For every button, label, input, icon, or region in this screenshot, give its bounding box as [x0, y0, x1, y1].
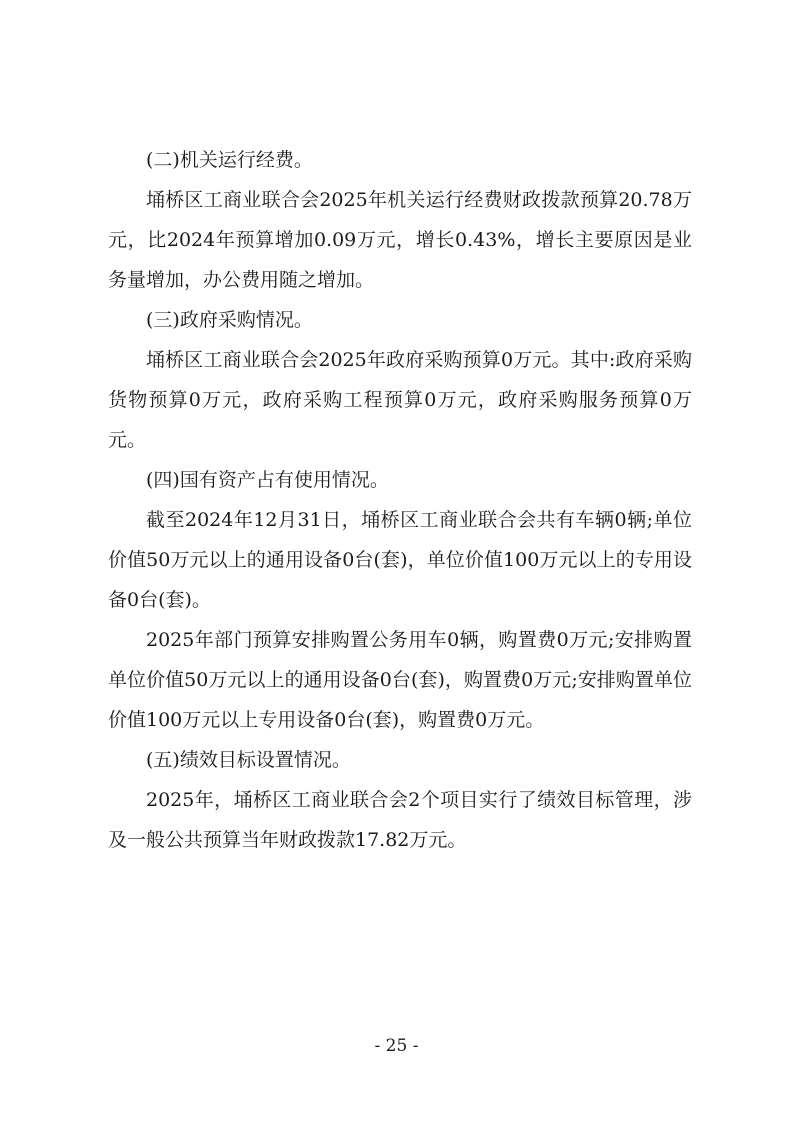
document-body [108, 140, 692, 860]
paragraph-state-assets-vehicles: 截至2024年12月31日，埇桥区工商业联合会共有车辆0辆;单位价值50万元以上的通用设备0台(套)，单位价值100万元以上的专用设备0台(套)。 [108, 509, 692, 611]
section-heading-performance-goals: (五)绩效目标设置情况。 [146, 749, 351, 771]
section-heading-government-procurement: (三)政府采购情况。 [146, 309, 313, 331]
paragraph-operating-funds: 埇桥区工商业联合会2025年机关运行经费财政拨款预算20.78万元，比2024年预算增加0.09万元，增长0.43%，增长主要原因是业务量增加，办公费用随之增加。 [108, 189, 692, 291]
section-heading-operating-funds: (二)机关运行经费。 [146, 149, 313, 171]
page-number: - 25 - [374, 1036, 419, 1056]
paragraph-performance-goals: 2025年，埇桥区工商业联合会2个项目实行了绩效目标管理，涉及一般公共预算当年财政拨款17.82万元。 [108, 789, 692, 851]
paragraph-state-assets-purchase: 2025年部门预算安排购置公务用车0辆，购置费0万元;安排购置单位价值50万元以上的通用设备0台(套)，购置费0万元;安排购置单位价值100万元以上专用设备0台(套)，购置费0万元。 [108, 629, 692, 731]
section-heading-state-assets: (四)国有资产占有使用情况。 [146, 469, 389, 491]
paragraph-government-procurement: 埇桥区工商业联合会2025年政府采购预算0万元。其中:政府采购货物预算0万元，政府采购工程预算0万元，政府采购服务预算0万元。 [108, 349, 692, 451]
